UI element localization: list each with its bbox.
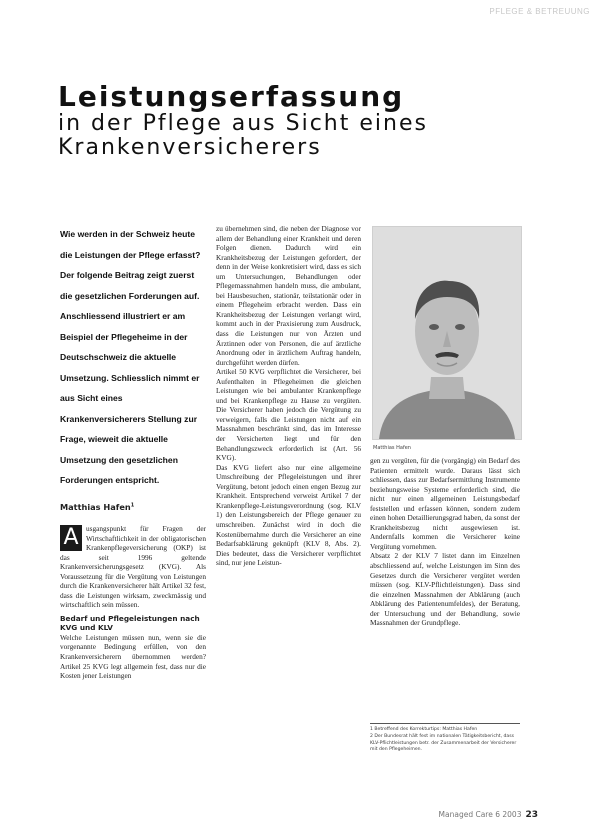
body-paragraph: Welche Leistungen müssen nun, wenn sie die vorgenannte Bedingung erfüllen, von den Krankenversicherern übernommen werden? Artikel 25 KVG legt allgemein fest, dass nur die Kosten jener Leistungen xyxy=(60,632,206,681)
photo-caption: Matthias Hafen xyxy=(373,445,411,451)
footnote: 2 Der Bundesrat hält fest im nationalen Tätigkeitsbericht, dass KLV-Pflichtleistungen betr. der Zusammenarbeit der Versicherer mit den Pflegeheimen. xyxy=(370,734,517,753)
author-photo xyxy=(372,226,522,440)
author-byline xyxy=(60,502,206,512)
body-paragraph: zu übernehmen sind, die neben der Diagnose vor allem der Behandlung einer Krankheit und deren Folgen dienen. Dadurch wird ein Krankheitsbezug der Leistungen gefordert, der denn in der Weise konkretisiert wird, dass es sich um Untersuchungen, Behandlungen oder Pflegemassnahmen handeln muss, die ambulant, bei Hausbesuchen, stationär, teilstationär oder in einem Pflegeheim erbracht werden. Dass ein Krankheitsbezug der Leistungen verlangt wird, kommt auch in der Praxisierung zum Ausdruck, dass die Leistungen nur von Ärzten und Ärztinnen oder von Personen, die auf ärztliche Anordnung oder in ärztlichem Auftrag handeln, durchgeführt werden dürfen. xyxy=(216,224,361,367)
page-footer xyxy=(398,810,538,820)
title-line-3: Krankenversicherers xyxy=(58,134,322,160)
body-column-3 xyxy=(370,456,520,628)
journal-name: Managed Care 6 2003 xyxy=(438,810,522,819)
author-footnote-mark: 1 xyxy=(130,502,135,509)
page-number: 23 xyxy=(525,810,538,820)
footnote: 1 Betreffend des Korrekturtips: Matthias Hafen xyxy=(370,727,478,732)
body-paragraph: Absatz 2 der KLV 7 listet dann im Einzelnen abschliessend auf, welche Leistungen im Sinn des Gesetzes durch die Versicherer vergütet werden müssen (sog. KLV-Pflichtleistungen). Dass sind die einzelnen Massnahmen der Abklärung (auch Abklärung des Patientenumfeldes), der Beratung, der Untersuchung und der Behandlung, sowie Massnahmen der Grundpflege. xyxy=(370,551,520,628)
body-paragraph: gen zu vergüten, für die (vorgängig) ein Bedarf des Patienten ermittelt wurde. Daraus lässt sich schliessen, dass zur Bedarfsermittlung Instrumente beziehungsweise Systeme erforderlich sind, die nicht nur einen allgemeinen Leistungsbedarf feststellen und erfassen können, sondern zudem einen hohen Detaillierungsgrad haben, da sonst der Krankheitsbezug nicht ausgewiesen ist. Andernfalls kommen die Versicherer keine Vergütung vornehmen. xyxy=(370,456,520,551)
body-paragraph: Artikel 50 KVG verpflichtet die Versicherer, bei Aufenthalten in Pflegeheimen die gleichen Leistungen wie bei ambulanter Krankenpflege und bei Krankenpflege zu Hause zu vergüten. Die Versicherer haben jedoch die Vergütung zu verweigern, falls die Leistungen nicht auf ein Massnahmen beschränkt sind, das im Interesse der Versicherten liegt und für den Behandlungszweck erforderlich ist (Art. 56 KVG). xyxy=(216,367,361,463)
title-line-1: Leistungserfassung xyxy=(58,80,405,113)
title-line-2: in der Pflege aus Sicht eines xyxy=(58,111,428,137)
article-title xyxy=(58,82,578,160)
author-name: Matthias Hafen xyxy=(60,502,131,512)
drop-cap: A xyxy=(60,525,82,551)
portrait-image xyxy=(373,227,521,439)
body-text: usgangspunkt für Fragen der Wirtschaftlichkeit in der obligatorischen Krankenpflegeversicherung (OKP) ist das seit 1996 geltende Krankenversicherungsgesetz (KVG). Als Voraussetzung für die Vergütung von Leistungen durch die Krankenversicherer hält Artikel 32 fest, dass die Leistungen wirksam, zweckmässig und wirtschaftlich sein müssen. xyxy=(60,524,206,610)
subheading: Bedarf und Pflegeleistungen nach KVG und KLV xyxy=(60,613,200,633)
lead-paragraph: Wie werden in der Schweiz heute die Leistungen der Pflege erfasst? Der folgende Beitrag zeigt zuerst die gesetzlichen Forderungen auf. Anschliessend illustriert er am Beispiel der Pflegeheime in der Deutschschweiz die aktuelle Umsetzung. Schliesslich nimmt er aus Sicht eines Krankenversicherers Stellung zur Frage, wieweit die aktuelle Umsetzung den gesetzlichen Forderungen entspricht. xyxy=(60,229,201,485)
body-paragraph: Das KVG liefert also nur eine allgemeine Umschreibung der Pflegeleistungen und ihrer Vergütung, betont jedoch einen engen Bezug zur Krankheit. Entsprechend verweist Artikel 7 der Krankenpflege-Leistungsverordnung (sog. KLV 1) den Leistungsbereich der Pflege genauer zu umschreiben. Zunächst wird in doch die Kostenübernahme durch die Versicherer an eine Bedarfsabklärung geknüpft (KLV 8, Abs. 2). Dies bedeutet, dass die Versicherer verpflichtet sind, nur jene Leistun- xyxy=(216,462,361,568)
body-column-2 xyxy=(216,224,361,798)
footnote-rule xyxy=(370,723,520,724)
body-column-1 xyxy=(60,524,206,681)
footnotes xyxy=(370,727,520,755)
section-tag: PFLEGE & BETREUUNG xyxy=(489,7,590,16)
body-paragraph xyxy=(60,524,206,610)
